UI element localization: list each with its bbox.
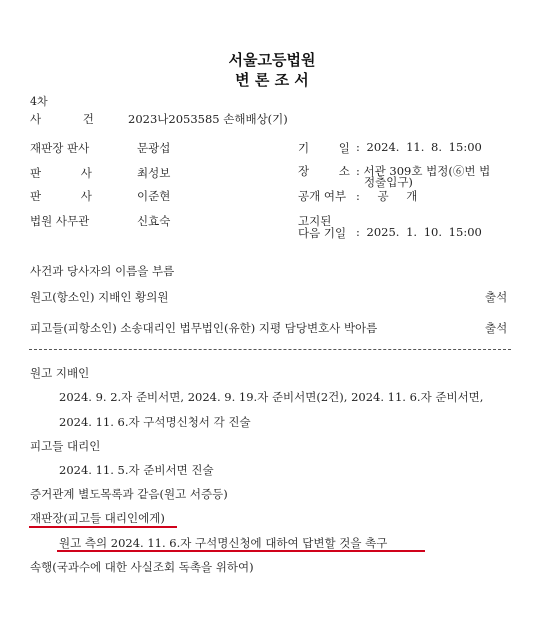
official-name: 최성보 <box>137 166 171 180</box>
public-label: 공개 여부 <box>298 189 347 203</box>
defendant-filing: 2024. 11. 5.자 준비서면 진술 <box>59 463 214 477</box>
case-value: 2023나2053585 손해배상(기) <box>128 112 288 126</box>
date-label: 기 일 <box>298 141 350 155</box>
judge-instruction: 원고 측의 2024. 11. 6.자 구석명신청에 대하여 답변할 것을 촉구 <box>59 536 388 550</box>
official-name: 이준현 <box>137 189 171 203</box>
continuance-line: 속행(국과수에 대한 사실조회 독촉을 위하여) <box>30 560 254 574</box>
defendant-heading: 피고들 대리인 <box>30 439 101 453</box>
case-label: 사 건 <box>30 112 94 126</box>
attendance-party: 피고들(피항소인) 소송대리인 법무법인(유한) 지평 담당변호사 박아름 <box>30 321 378 335</box>
evidence-line: 증거관계 별도목록과 같음(원고 서증등) <box>30 487 228 501</box>
session-number: 4차 <box>30 95 48 108</box>
section-divider <box>29 349 511 350</box>
next-date-label: 고지된 <box>298 214 332 228</box>
date-value: : 2024. 11. 8. 15:00 <box>356 140 482 154</box>
document-title: 변 론 조 서 <box>235 71 309 89</box>
attendance-status: 출석 <box>485 321 508 335</box>
attendance-party: 원고(항소인) 지배인 황의원 <box>30 290 169 304</box>
court-name: 서울고등법원 <box>228 51 316 69</box>
official-label: 재판장 판사 <box>30 141 90 155</box>
plaintiff-heading: 원고 지배인 <box>30 366 90 380</box>
underline-highlight <box>57 550 425 552</box>
official-name: 신효숙 <box>137 214 171 228</box>
next-date-label-cont: 다음 기일 <box>298 226 347 240</box>
place-value: : 서관 309호 법정(⑥번 법 <box>356 164 491 178</box>
official-name: 문광섭 <box>137 141 171 155</box>
plaintiff-filings: 2024. 9. 2.자 준비서면, 2024. 9. 19.자 준비서면(2건), 2024. 11. 6.자 준비서면, <box>59 390 484 404</box>
place-value-cont: 정출입구) <box>364 175 413 189</box>
official-label: 법원 사무관 <box>30 214 90 228</box>
plaintiff-filings-cont: 2024. 11. 6.자 구석명신청서 각 진술 <box>59 415 251 429</box>
case-call-line: 사건과 당사자의 이름을 부름 <box>30 264 175 278</box>
place-label: 장 소 <box>298 164 350 178</box>
attendance-status: 출석 <box>485 290 508 304</box>
official-label: 판 사 <box>30 189 92 203</box>
judge-heading: 재판장(피고들 대리인에게) <box>30 511 165 525</box>
public-value: : 공 개 <box>356 189 418 203</box>
next-date-value: : 2025. 1. 10. 15:00 <box>356 225 482 239</box>
official-label: 판 사 <box>30 166 92 180</box>
underline-highlight <box>29 526 177 528</box>
